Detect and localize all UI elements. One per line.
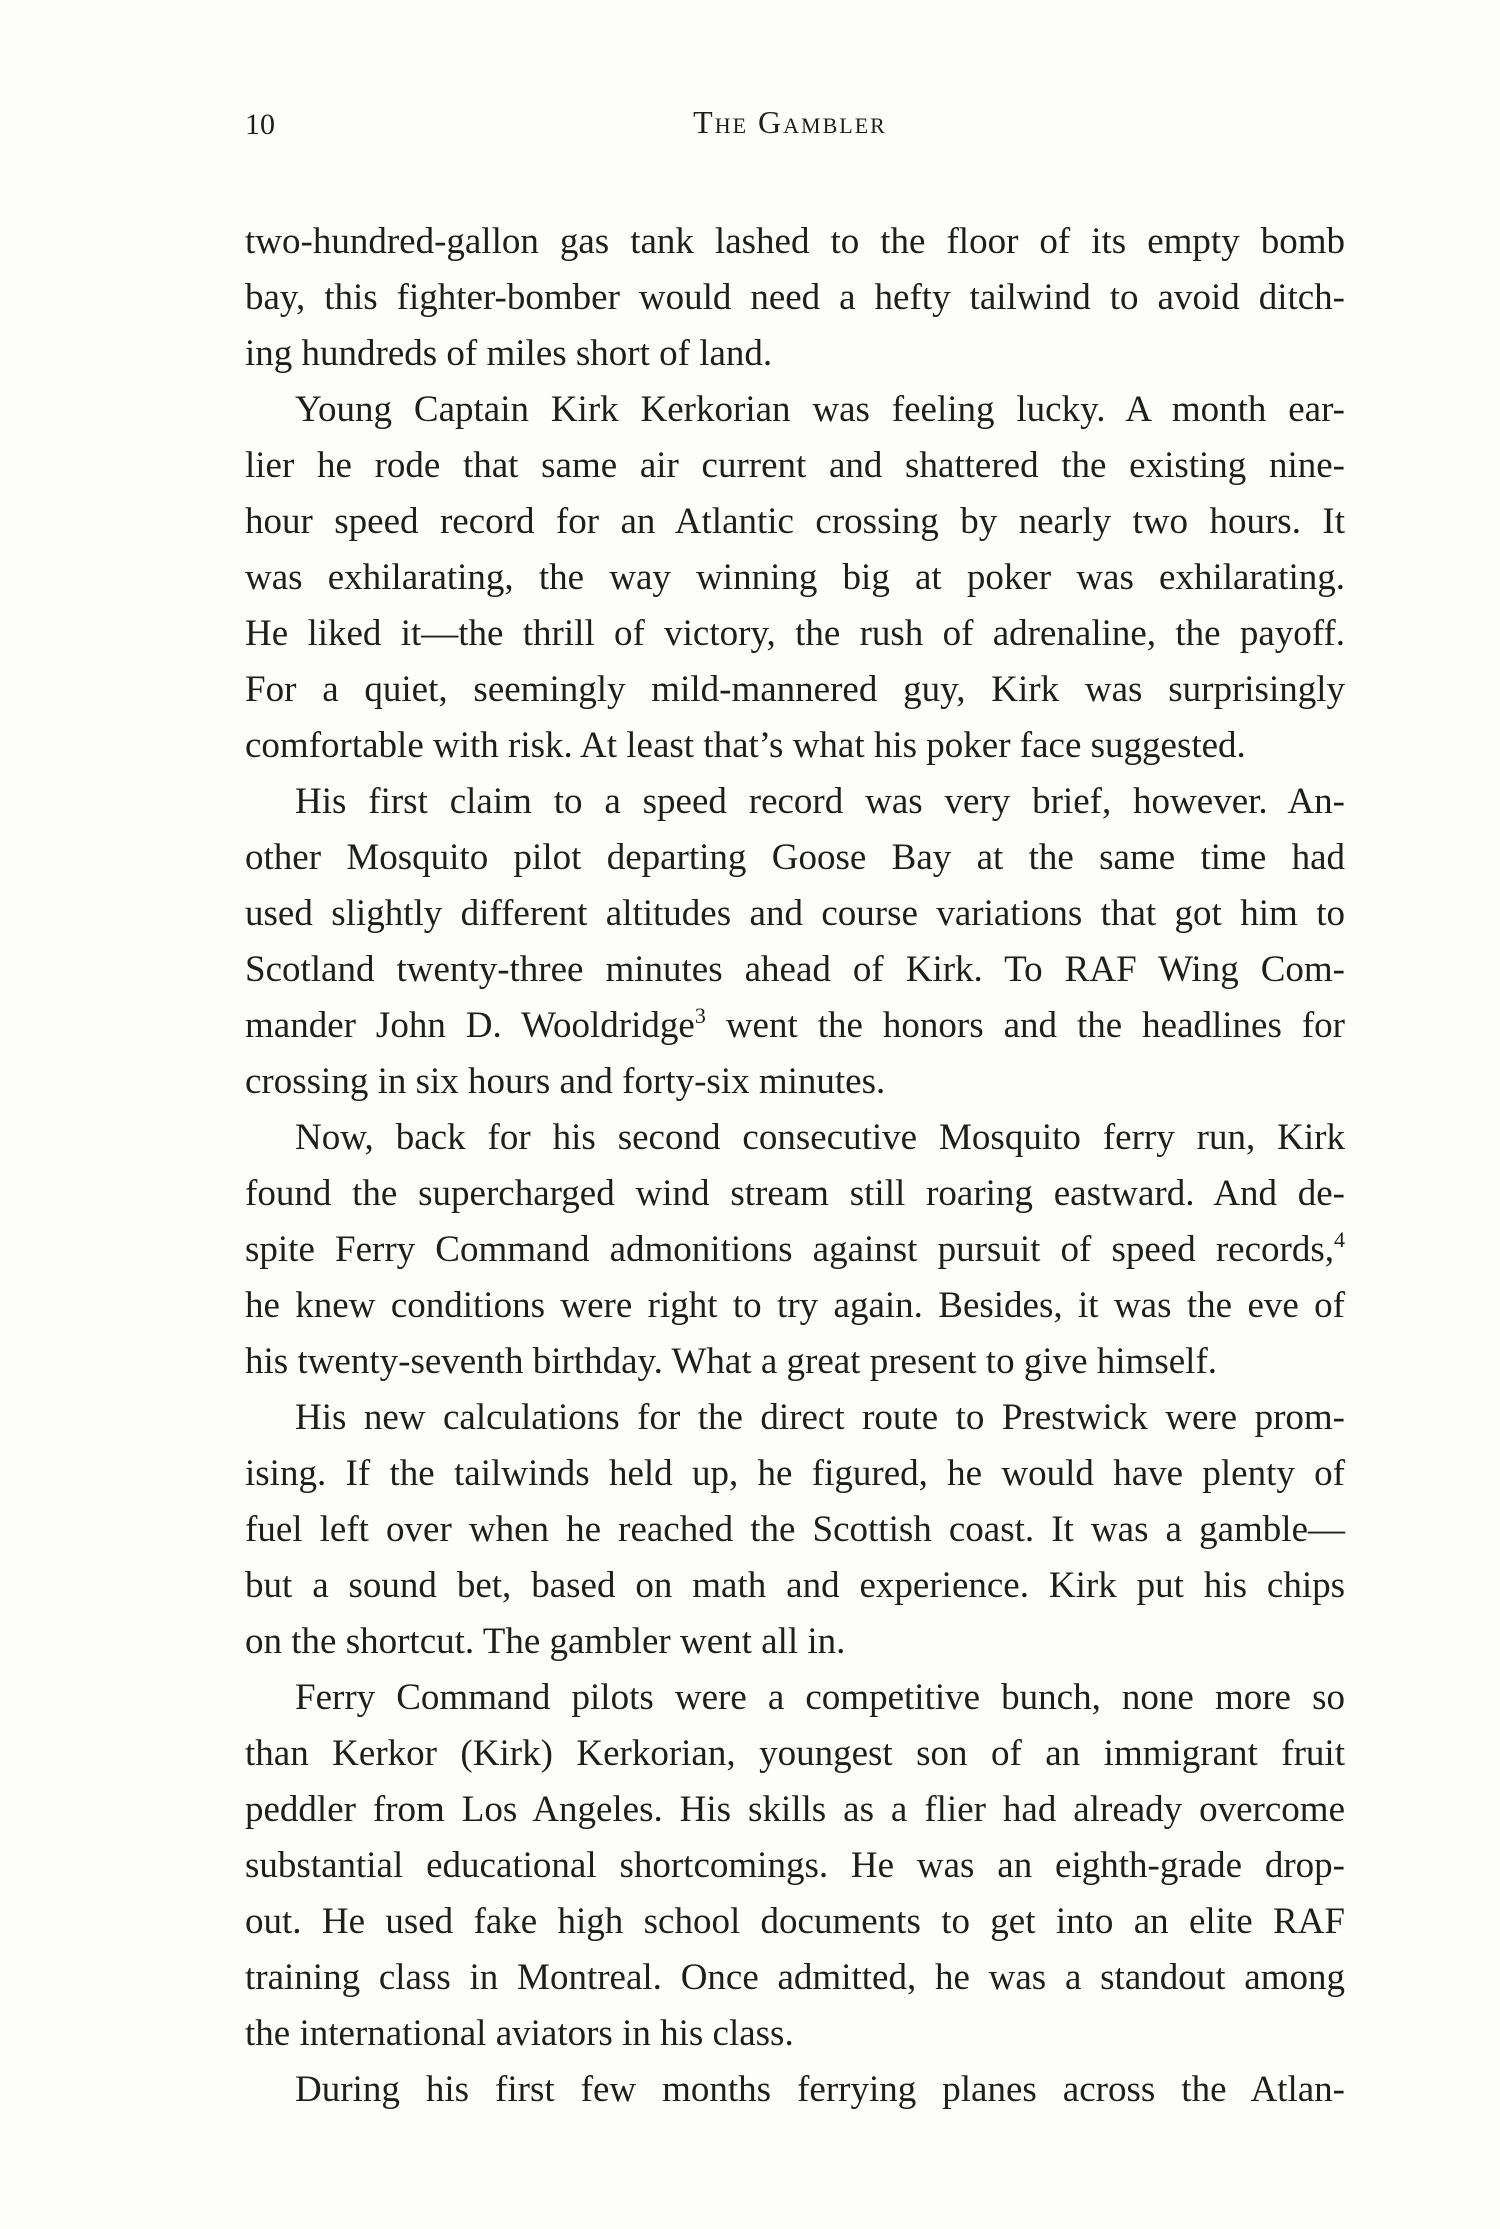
text-line xyxy=(245,1614,1345,1670)
line-text: comfortable with risk. At least that’s what his poker face suggested. xyxy=(245,725,1246,766)
text-line xyxy=(245,1670,1345,1726)
text-line xyxy=(245,438,1345,494)
text-line xyxy=(245,1390,1345,1446)
running-title: The Gambler xyxy=(693,104,887,140)
line-text: he knew conditions were right to try again. Besides, it was the eve of xyxy=(245,1285,1345,1326)
text-line xyxy=(245,2062,1345,2118)
line-text: During his first few months ferrying planes across the Atlan- xyxy=(295,2069,1345,2110)
line-text: Young Captain Kirk Kerkorian was feeling lucky. A month ear- xyxy=(295,389,1345,430)
line-text: on the shortcut. The gambler went all in. xyxy=(245,1621,846,1662)
line-text: used slightly different altitudes and course variations that got him to xyxy=(245,893,1345,934)
text-line xyxy=(245,886,1345,942)
line-text: training class in Montreal. Once admitted, he was a standout among xyxy=(245,1957,1345,1998)
body-text xyxy=(245,214,1345,2118)
text-line xyxy=(245,606,1345,662)
text-line xyxy=(245,774,1345,830)
line-text: found the supercharged wind stream still roaring eastward. And de- xyxy=(245,1173,1345,1214)
line-text: hour speed record for an Atlantic crossing by nearly two hours. It xyxy=(245,501,1345,542)
text-line xyxy=(245,1166,1345,1222)
text-line xyxy=(245,270,1345,326)
text-line xyxy=(245,1222,1345,1278)
line-text: lier he rode that same air current and shattered the existing nine- xyxy=(245,445,1345,486)
line-text: went the honors and the headlines for xyxy=(705,1005,1345,1046)
line-text: Scotland twenty-three minutes ahead of Kirk. To RAF Wing Com- xyxy=(245,949,1345,990)
line-text: than Kerkor (Kirk) Kerkorian, youngest son of an immigrant fruit xyxy=(245,1733,1345,1774)
footnote-marker: 3 xyxy=(694,1003,706,1028)
line-text: crossing in six hours and forty-six minutes. xyxy=(245,1061,886,1102)
text-line xyxy=(245,1502,1345,1558)
line-text: two-hundred-gallon gas tank lashed to the floor of its empty bomb xyxy=(245,221,1345,262)
text-line xyxy=(245,326,1345,382)
line-text: He liked it—the thrill of victory, the rush of adrenaline, the payoff. xyxy=(245,613,1345,654)
line-text: the international aviators in his class. xyxy=(245,2013,794,2054)
line-text: out. He used fake high school documents to get into an elite RAF xyxy=(245,1901,1345,1942)
text-line xyxy=(245,1726,1345,1782)
line-text: mander John D. Wooldridge xyxy=(245,1005,695,1046)
line-text: other Mosquito pilot departing Goose Bay at the same time had xyxy=(245,837,1345,878)
line-text: his twenty-seventh birthday. What a great present to give himself. xyxy=(245,1341,1218,1382)
line-text: Ferry Command pilots were a competitive bunch, none more so xyxy=(295,1677,1345,1718)
text-line xyxy=(245,830,1345,886)
text-line xyxy=(245,494,1345,550)
line-text: peddler from Los Angeles. His skills as a flier had already overcome xyxy=(245,1789,1345,1830)
line-text: bay, this fighter-bomber would need a hefty tailwind to avoid ditch- xyxy=(245,277,1345,318)
page-number: 10 xyxy=(245,108,275,141)
text-line xyxy=(245,942,1345,998)
text-line xyxy=(245,1054,1345,1110)
text-line xyxy=(245,1950,1345,2006)
text-line xyxy=(245,1782,1345,1838)
text-line xyxy=(245,2006,1345,2062)
line-text: spite Ferry Command admonitions against pursuit of speed records, xyxy=(245,1229,1334,1270)
line-text: substantial educational shortcomings. He was an eighth-grade drop- xyxy=(245,1845,1345,1886)
text-line xyxy=(245,550,1345,606)
text-line xyxy=(245,1334,1345,1390)
line-text: but a sound bet, based on math and experience. Kirk put his chips xyxy=(245,1565,1345,1606)
text-line xyxy=(245,214,1345,270)
footnote-marker: 4 xyxy=(1334,1227,1345,1252)
text-line xyxy=(245,1446,1345,1502)
text-line xyxy=(245,1838,1345,1894)
line-text: fuel left over when he reached the Scottish coast. It was a gamble— xyxy=(245,1509,1345,1550)
line-text: ing hundreds of miles short of land. xyxy=(245,333,773,374)
text-line xyxy=(245,1278,1345,1334)
text-line xyxy=(245,1558,1345,1614)
text-line xyxy=(245,662,1345,718)
text-line xyxy=(245,1110,1345,1166)
text-line xyxy=(245,718,1345,774)
line-text: For a quiet, seemingly mild-mannered guy, Kirk was surprisingly xyxy=(245,669,1345,710)
line-text: His new calculations for the direct route to Prestwick were prom- xyxy=(295,1397,1345,1438)
line-text: ising. If the tailwinds held up, he figured, he would have plenty of xyxy=(245,1453,1345,1494)
text-line xyxy=(245,998,1345,1054)
line-text: His first claim to a speed record was very brief, however. An- xyxy=(295,781,1345,822)
text-line xyxy=(245,1894,1345,1950)
line-text: was exhilarating, the way winning big at poker was exhilarating. xyxy=(245,557,1345,598)
text-line xyxy=(245,382,1345,438)
line-text: Now, back for his second consecutive Mosquito ferry run, Kirk xyxy=(295,1117,1345,1158)
